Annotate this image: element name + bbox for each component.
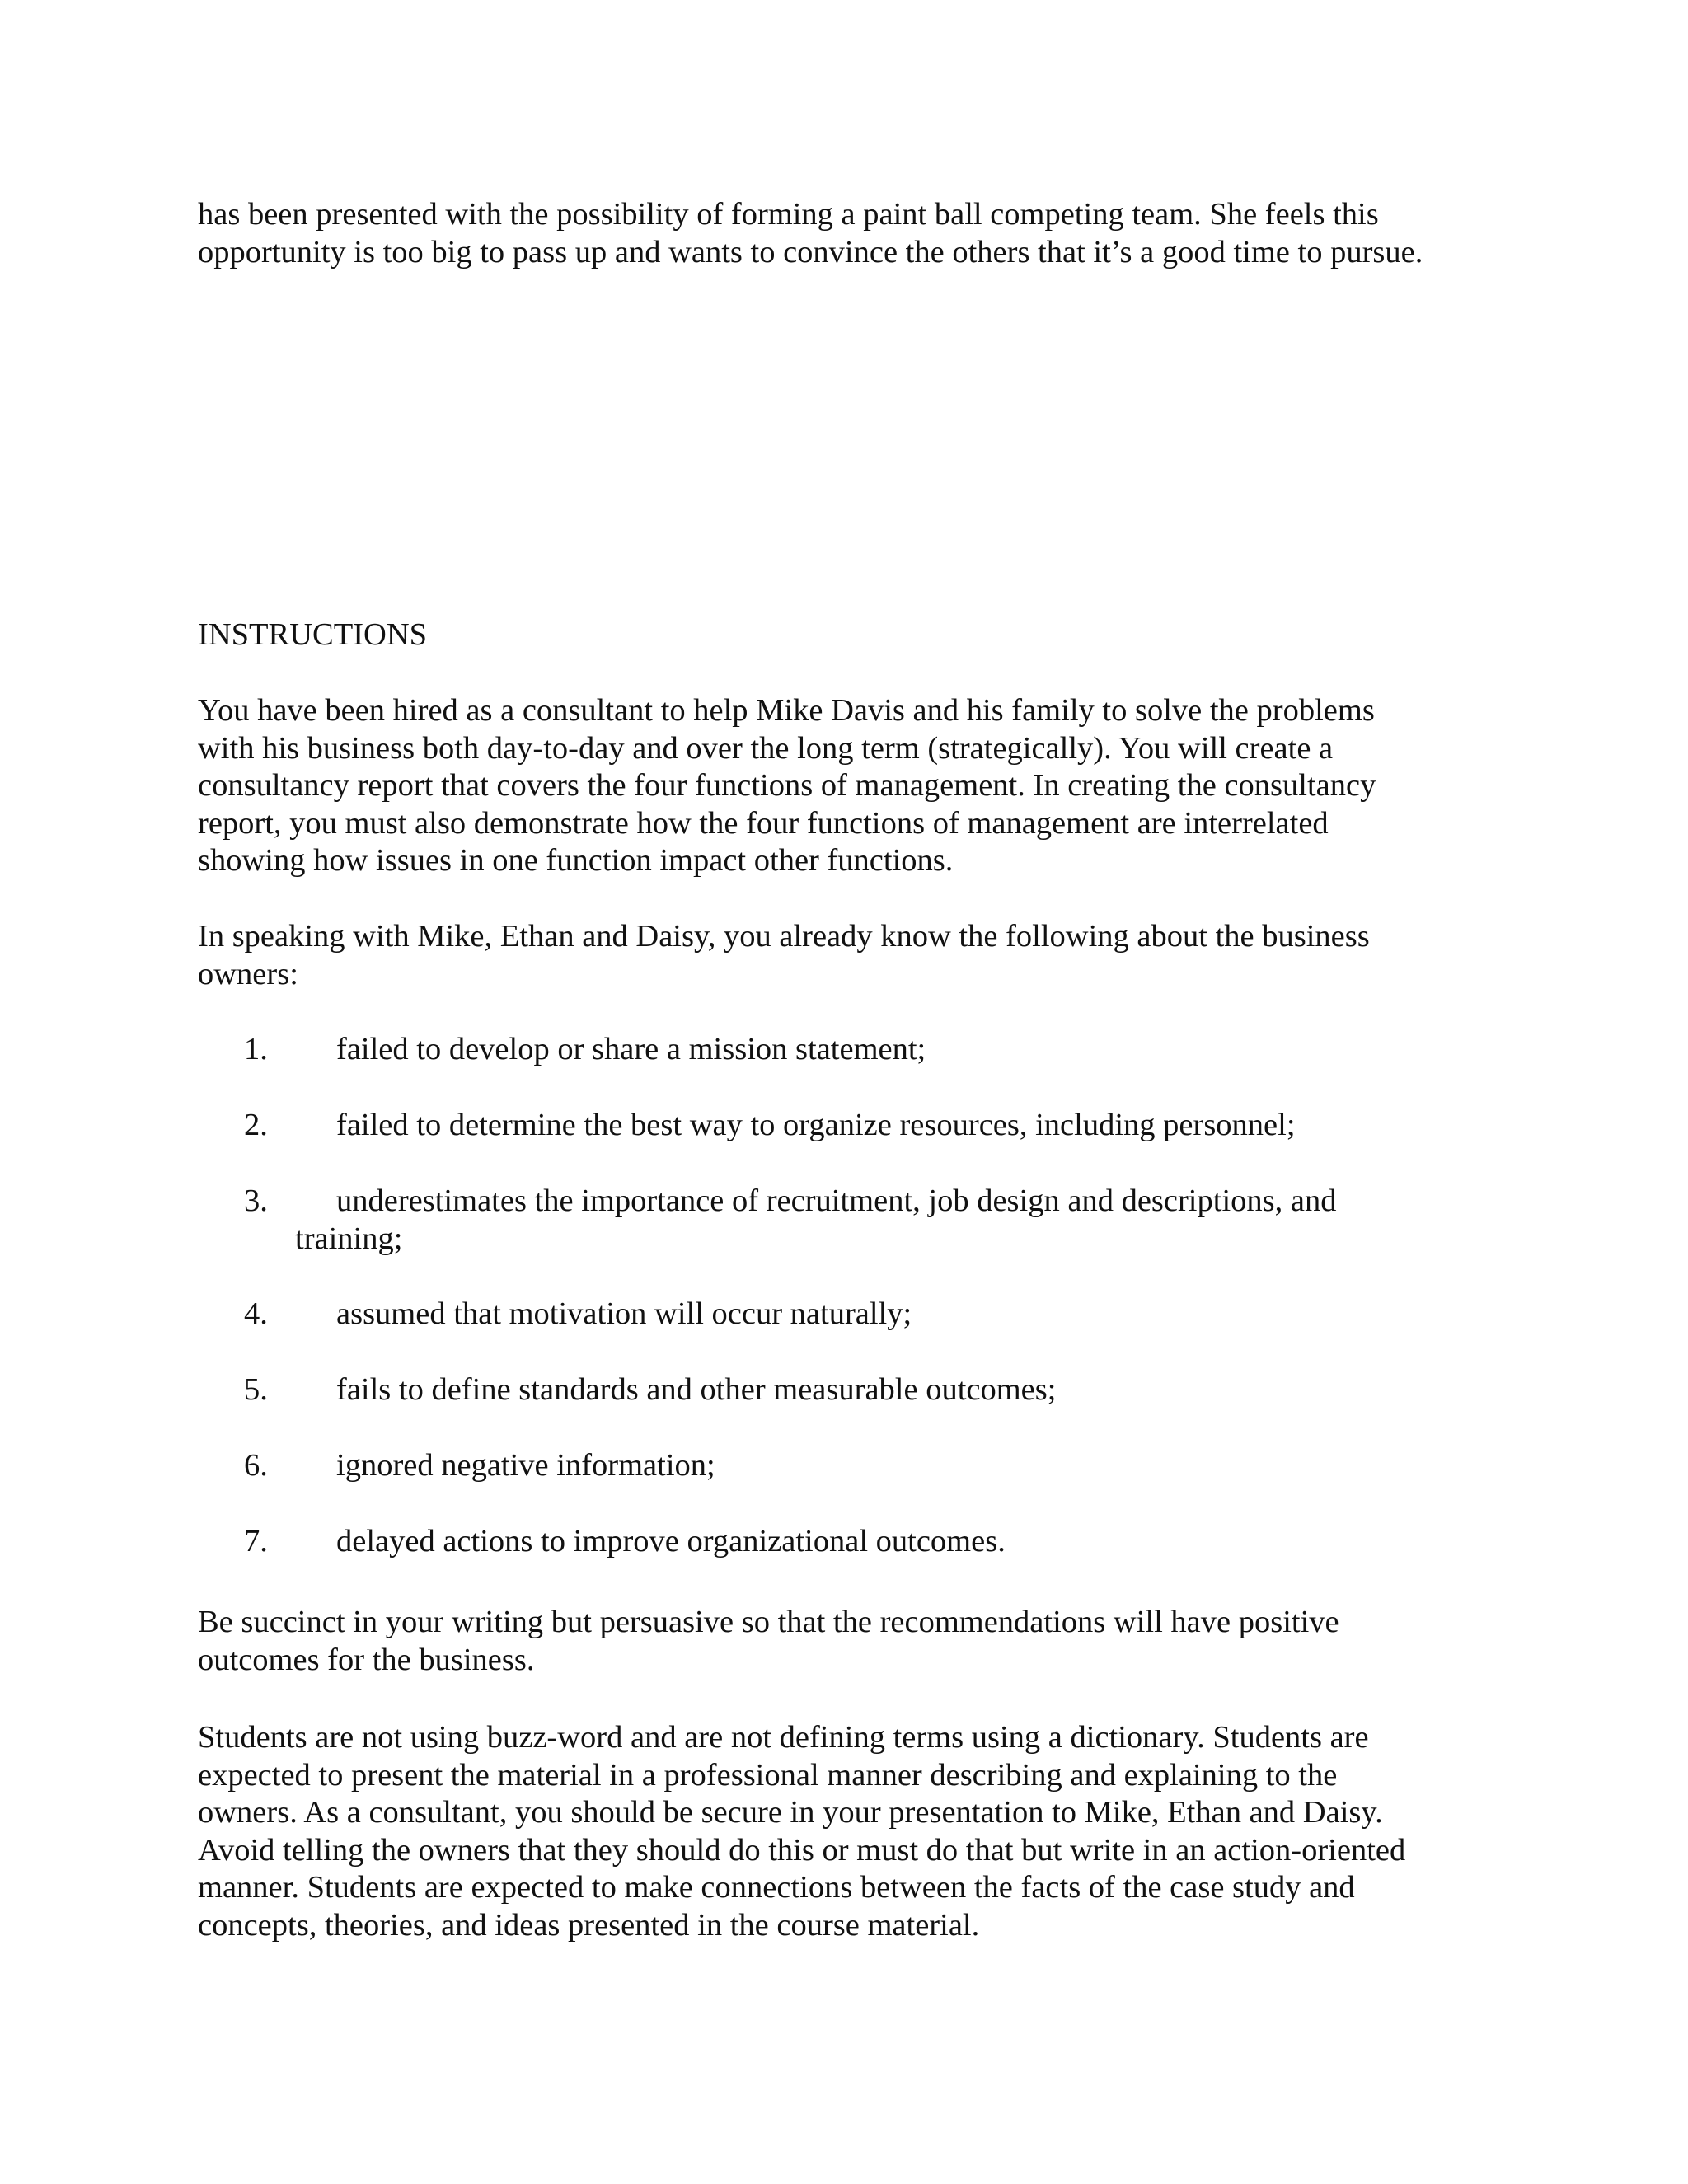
expectations-paragraph: Students are not using buzz-word and are not defining terms using a dictionary. Students are expected to present the material in a professional manner describing and explaining to the owners. As a consultant, you should be secure in your presentation to Mike, Ethan and Daisy. Avoid telling the owners that they should do this or must do that but write in an action-oriented manner. Students are expected to make connections between the facts of the case study and concepts, theories, and ideas presented in the course material. (198, 1720, 1406, 1943)
list-item-number: 3. (244, 1183, 268, 1218)
list-item-number: 4. (244, 1296, 268, 1331)
list-item-text: delayed actions to improve organizational outcomes. (336, 1524, 1006, 1558)
owners-paragraph: In speaking with Mike, Ethan and Daisy, you already know the following about the business owners: (198, 919, 1370, 991)
list-item-number: 7. (244, 1524, 268, 1558)
list-item-text: underestimates the importance of recruitment, job design and descriptions, and (336, 1183, 1337, 1218)
list-item-text: failed to determine the best way to organize resources, including personnel; (336, 1108, 1296, 1142)
list-item (244, 1371, 1530, 1409)
succinct-paragraph: Be succinct in your writing but persuasive so that the recommendations will have positive outcomes for the business. (198, 1605, 1339, 1677)
list-item-number: 5. (244, 1372, 268, 1407)
list-item (244, 1031, 1530, 1069)
list-item-text: assumed that motivation will occur naturally; (336, 1296, 912, 1331)
list-item (244, 1296, 1530, 1333)
list-item-continuation: training; (295, 1221, 403, 1256)
list-item-number: 1. (244, 1032, 268, 1066)
list-item-text: ignored negative information; (336, 1448, 715, 1483)
list-item (244, 1447, 1530, 1485)
list-item-number: 6. (244, 1448, 268, 1483)
list-item (244, 1107, 1530, 1145)
instructions-heading: INSTRUCTIONS (198, 617, 428, 652)
list-item (244, 1523, 1530, 1561)
consultant-paragraph: You have been hired as a consultant to help Mike Davis and his family to solve the problems with his business both day-to-day and over the long term (strategically). You will create a consultancy report that covers the four functions of management. In creating the consultancy report, you must also demonstrate how the four functions of management are interrelated showing how issues in one function impact other functions. (198, 693, 1376, 878)
list-item-number: 2. (244, 1108, 268, 1142)
intro-paragraph: has been presented with the possibility of forming a paint ball competing team. She feels this opportunity is too big to pass up and wants to convince the others that it’s a good time to pursue. (198, 197, 1423, 269)
list-item-text: fails to define standards and other measurable outcomes; (336, 1372, 1057, 1407)
list-item (244, 1183, 1530, 1258)
list-item-text: failed to develop or share a mission statement; (336, 1032, 926, 1066)
